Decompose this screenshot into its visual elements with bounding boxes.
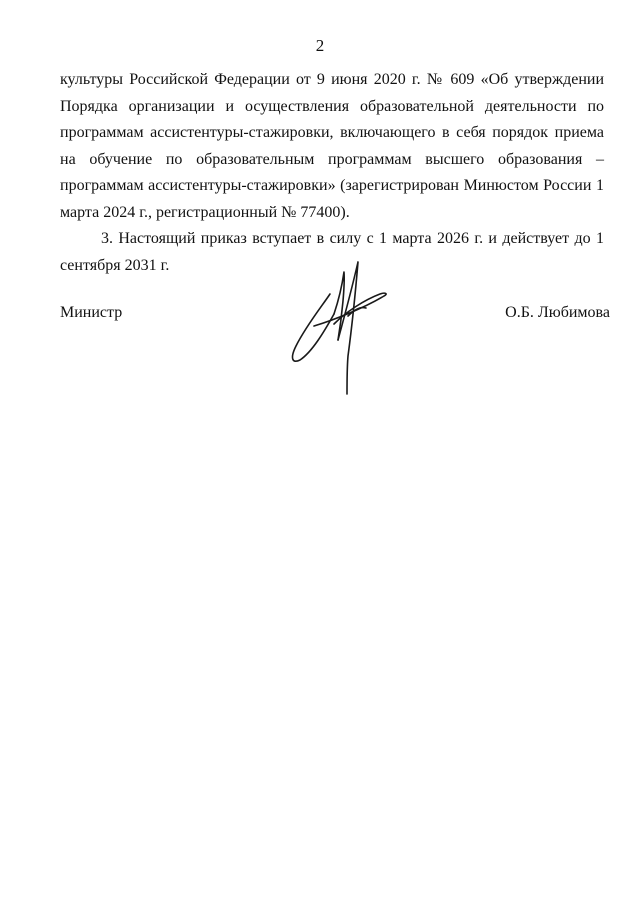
handwritten-signature [284, 256, 394, 396]
page-number: 2 [315, 36, 325, 55]
signatory-name: О.Б. Любимова [505, 304, 610, 321]
paragraph-continuation: культуры Российской Федерации от 9 июня 2020 г. № 609 «Об утверждении Порядка организации и осуществления образовательной деятельности по программам ассистентуры-стажировки, включающего в себя порядок приема на обучение по образовательным программам высшего образования – программам ассистентуры-стажировки» (зарегистрирован Минюстом России 1 марта 2024 г., регистрационный № 77400). [60, 71, 604, 221]
signatory-title: Министр [60, 304, 123, 321]
paragraph-effective-date: 3. Настоящий приказ вступает в силу с 1 марта 2026 г. и действует до 1 сентября 2031 г. [60, 230, 604, 274]
